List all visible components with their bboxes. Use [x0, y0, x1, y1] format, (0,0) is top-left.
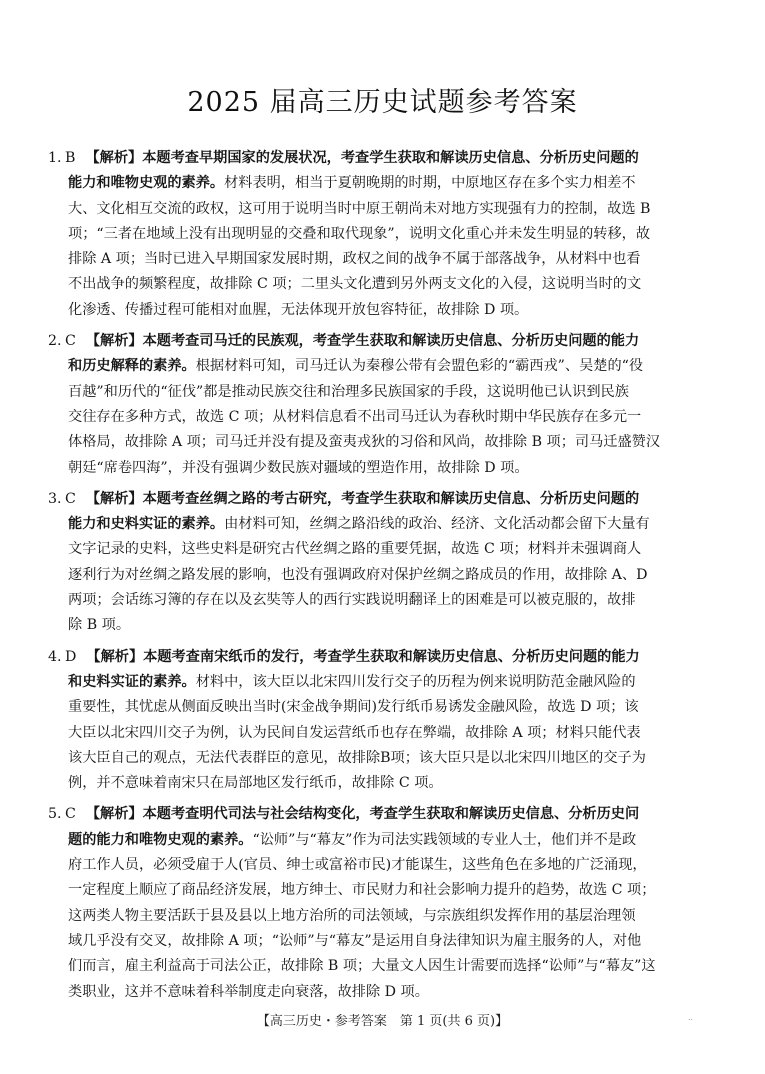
question-number: 1.: [48, 150, 62, 166]
analysis-heading-text: 和历史解释的素养。: [68, 358, 196, 375]
analysis-body-text: 由材料可知，丝绸之路沿线的政治、经济、文化活动都会留下大量有: [224, 516, 650, 533]
analysis-body-text: 们而言，雇主利益高于司法公正，故排除 B 项；大量文人因生计需要而选择“讼师”与“幕友”这: [68, 958, 656, 975]
answer-line: [48, 171, 698, 196]
answer-line: [48, 802, 698, 827]
analysis-body-text: 这两类人物主要活跃于县及县以上地方治所的司法领域，与宗族组织发挥作用的基层治理领: [68, 907, 636, 924]
answer-line: [48, 980, 698, 1005]
analysis-heading-text: 题的能力和唯物史观的素养。: [68, 831, 253, 848]
analysis-body-text: 两项；会话练习簿的存在以及玄奘等人的西行实践说明翻译上的困难是可以被克服的，故排: [68, 592, 636, 609]
analysis-body-text: 交往存在多种方式，故选 C 项；从材料信息看不出司马迁认为春秋时期中华民族存在多元一: [68, 408, 642, 425]
answer-line: [48, 746, 698, 771]
analysis-body-text: 除 B 项。: [68, 617, 131, 634]
analysis-body-text: 排除 A 项；当时已进入早期国家发展时期，政权之间的战争不属于部落战争，从材料中也看: [68, 251, 641, 268]
analysis-body-text: 项；“三者在地域上没有出现明显的交叠和取代现象”，说明文化重心并未发生明显的转移，故: [68, 225, 651, 242]
analysis-heading-text: 能力和唯物史观的素养。: [68, 175, 225, 192]
answer-line: [48, 645, 698, 670]
answer-line: [48, 329, 698, 354]
answer-line: [48, 695, 698, 720]
answer-line: [48, 197, 698, 222]
answer-line: [48, 456, 698, 481]
answer-item: [48, 146, 698, 323]
answer-line: [48, 146, 698, 171]
analysis-body-text: 材料表明，相当于夏朝晚期的时期，中原地区存在多个实力相差不: [224, 175, 636, 192]
answer-line: [48, 354, 698, 379]
answer-line: [48, 380, 698, 405]
answer-item: [48, 802, 698, 1004]
analysis-body-text: 一定程度上顺应了商品经济发展，地方绅士、市民财力和社会影响力提升的趋势，故选 C 项；: [68, 882, 656, 899]
answer-choice: D: [65, 648, 77, 665]
analysis-heading-text: 【解析】本题考查南宋纸币的发行，考查学生获取和解读历史信息、分析历史问题的能力: [86, 648, 640, 665]
answer-line: [48, 904, 698, 929]
answer-line: [48, 613, 698, 638]
answer-line: [48, 512, 698, 537]
answer-item: [48, 487, 698, 639]
answer-choice: B: [65, 150, 76, 166]
page-footer: 【高三历史・参考答案 第 1 页(共 6 页)】: [256, 1014, 509, 1029]
answer-line: [48, 537, 698, 562]
analysis-body-text: 百越”和历代的“征伐”都是推动民族交往和治理多民族国家的手段，这说明他已认识到民族: [68, 383, 629, 400]
analysis-body-text: 逐利行为对丝绸之路发展的影响，也没有强调政府对保护丝绸之路成员的作用，故排除 A、D: [68, 566, 648, 583]
answer-item: [48, 329, 698, 481]
analysis-body-text: 大、文化相互交流的政权，这可用于说明当时中原王朝尚未对地方实现强有力的控制，故选 B: [68, 200, 651, 217]
answer-line: [48, 853, 698, 878]
answer-line: [48, 405, 698, 430]
answer-line: [48, 670, 698, 695]
analysis-body-text: 府工作人员，必须受雇于人(官员、绅士或富裕市民)才能谋生，这些角色在多地的广泛涌现，: [68, 857, 647, 874]
answer-line: [48, 954, 698, 979]
analysis-body-text: 该大臣自己的观点，无法代表群臣的意见，故排除B项；该大臣只是以北宋四川地区的交子为: [68, 749, 646, 766]
analysis-body-text: 例，并不意味着南宋只在局部地区发行纸币，故排除 C 项。: [68, 775, 443, 792]
question-number: 5.: [48, 806, 62, 823]
answer-line: [48, 247, 698, 272]
corner-mark: ..: [688, 1013, 694, 1022]
analysis-body-text: 材料中，该大臣以北宋四川发行交子的历程为例来说明防范金融风险的: [195, 673, 636, 690]
analysis-body-text: 化渗透、传播过程可能相对血腥，无法体现开放包容特征，故排除 D 项。: [68, 301, 529, 318]
analysis-body-text: “讼师”与“幕友”作为司法实践领域的专业人士，他们并不是政: [252, 831, 637, 848]
answer-line: [48, 878, 698, 903]
answer-item: [48, 645, 698, 797]
analysis-heading-text: 【解析】本题考查明代司法与社会结构变化，考查学生获取和解读历史信息、分析历史问: [85, 806, 640, 823]
answer-choice: C: [65, 806, 76, 823]
analysis-body-text: 文字记录的史料，这些史料是研究古代丝绸之路的重要凭据，故选 C 项；材料并未强调商人: [68, 541, 642, 558]
analysis-heading-text: 和史料实证的素养。: [68, 673, 196, 690]
answer-line: [48, 721, 698, 746]
analysis-body-text: 根据材料可知，司马迁认为秦穆公带有会盟色彩的“霸西戎”、吴楚的“役: [195, 358, 644, 375]
answer-line: [48, 430, 698, 455]
question-number: 3.: [48, 490, 62, 507]
analysis-body-text: 朝廷“席卷四海”，并没有强调少数民族对疆域的塑造作用，故排除 D 项。: [68, 459, 529, 476]
analysis-body-text: 类职业，这并不意味着科举制度走向衰落，故排除 D 项。: [68, 983, 429, 1000]
analysis-body-text: 大臣以北宋四川交子为例，认为民间自发运营纸币也存在弊端，故排除 A 项；材料只能代表: [68, 724, 641, 741]
answer-line: [48, 828, 698, 853]
analysis-heading-text: 能力和史料实证的素养。: [68, 516, 225, 533]
answer-line: [48, 588, 698, 613]
answer-choice: C: [65, 490, 76, 507]
page-title: 2025 届高三历史试题参考答案: [187, 87, 578, 118]
answer-line: [48, 563, 698, 588]
analysis-body-text: 体格局，故排除 A 项；司马迁并没有提及蛮夷戎狄的习俗和风尚，故排除 B 项；司马迁盛赞汉: [68, 434, 661, 451]
analysis-body-text: 不出战争的频繁程度，故排除 C 项；二里头文化遭到另外两支文化的入侵，这说明当时的文: [68, 276, 642, 293]
answer-line: [48, 272, 698, 297]
answer-list: [48, 146, 698, 1011]
analysis-heading-text: 【解析】本题考查早期国家的发展状况，考查学生获取和解读历史信息、分析历史问题的: [85, 150, 639, 166]
question-number: 4.: [48, 648, 62, 665]
answer-line: [48, 487, 698, 512]
question-number: 2.: [48, 333, 62, 350]
answer-line: [48, 222, 698, 247]
analysis-heading-text: 【解析】本题考查丝绸之路的考古研究，考查学生获取和解读历史信息、分析历史问题的: [85, 490, 640, 507]
analysis-body-text: 重要性，其忧虑从侧面反映出当时(宋金战争期间)发行纸币易诱发金融风险，故选 D 项；该: [68, 699, 639, 716]
answer-line: [48, 771, 698, 796]
answer-choice: C: [65, 333, 76, 350]
answer-line: [48, 929, 698, 954]
analysis-body-text: 域几乎没有交叉，故排除 A 项；“讼师”与“幕友”是运用自身法律知识为雇主服务的人，对他: [68, 932, 642, 949]
answer-line: [48, 298, 698, 323]
analysis-heading-text: 【解析】本题考查司马迁的民族观，考查学生获取和解读历史信息、分析历史问题的能力: [85, 333, 640, 350]
